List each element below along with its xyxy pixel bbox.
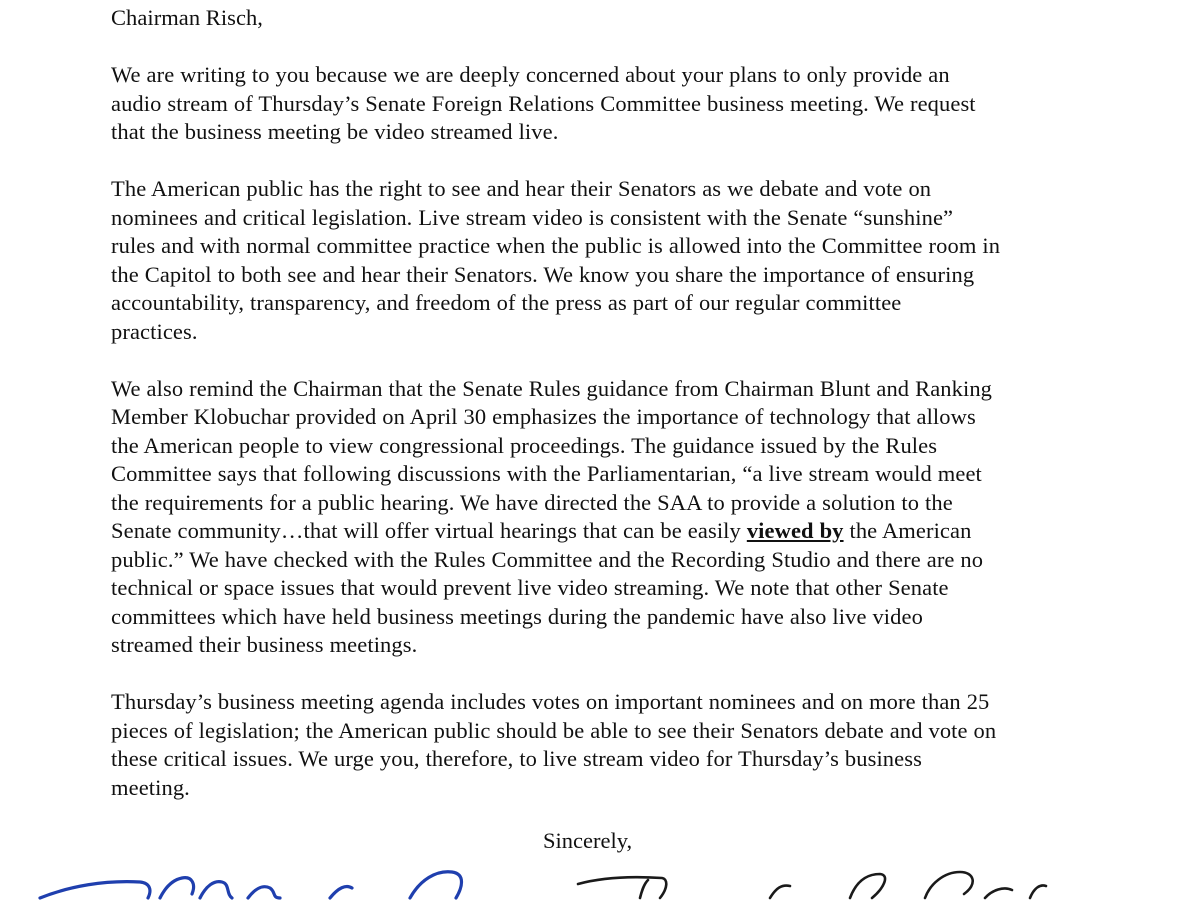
text-line: committees which have held business meetings during the pandemic have also live video <box>111 603 923 629</box>
signature-stroke <box>925 872 973 898</box>
text-fragment: Senate community…that will offer virtual hearings that can be easily <box>111 518 747 543</box>
paragraph-1 <box>111 61 1086 147</box>
signature-stroke <box>248 887 280 898</box>
paragraph-4 <box>111 688 1086 802</box>
signature-stroke <box>160 878 194 898</box>
signature-stroke <box>850 874 885 898</box>
text-line: We are writing to you because we are deeply concerned about your plans to only provide an <box>111 62 950 87</box>
signature-stroke <box>578 877 666 898</box>
signature-stroke <box>770 886 790 899</box>
salutation: Chairman Risch, <box>111 5 263 30</box>
text-line: technical or space issues that would prevent live video streaming. We note that other Senate <box>111 575 949 600</box>
signature-stroke <box>410 872 462 898</box>
closing: Sincerely, <box>543 828 633 853</box>
text-line: practices. <box>111 318 198 344</box>
text-line: rules and with normal committee practice when the public is allowed into the Committee room in <box>111 233 1001 258</box>
signature-stroke <box>1030 886 1046 899</box>
text-line: streamed their business meetings. <box>111 632 418 657</box>
letter-body <box>111 0 1086 802</box>
text-line: public.” We have checked with the Rules Committee and the Recording Studio and there are no <box>111 546 984 572</box>
text-line: that the business meeting be video streamed live. <box>111 119 559 144</box>
text-line: these critical issues. We urge you, therefore, to live stream video for Thursday’s business <box>111 746 922 771</box>
text-line: Member Klobuchar provided on April 30 emphasizes the importance of technology that allows <box>111 404 976 429</box>
text-line: the American people to view congressional proceedings. The guidance issued by the Rules <box>111 432 938 458</box>
signature-strokes <box>0 858 1200 900</box>
signature-stroke <box>200 882 232 898</box>
signature-stroke <box>40 882 150 898</box>
text-line <box>111 518 971 543</box>
signature-stroke <box>640 880 648 898</box>
paragraph-2 <box>111 175 1086 346</box>
text-line: audio stream of Thursday’s Senate Foreign Relations Committee business meeting. We request <box>111 90 976 116</box>
signature-stroke <box>330 886 352 898</box>
text-line: the Capitol to both see and hear their Senators. We know you share the importance of ensuring <box>111 261 975 287</box>
signature-block <box>0 858 1200 900</box>
text-line: The American public has the right to see and hear their Senators as we debate and vote on <box>111 176 932 201</box>
text-line: accountability, transparency, and freedom of the press as part of our regular committee <box>111 290 902 315</box>
text-line: Thursday’s business meeting agenda includes votes on important nominees and on more than 25 <box>111 689 990 714</box>
emphasized-phrase: viewed by <box>746 518 844 543</box>
text-line: We also remind the Chairman that the Senate Rules guidance from Chairman Blunt and Ranking <box>111 375 993 401</box>
signature-stroke <box>985 888 1012 898</box>
black-signature <box>578 872 1046 898</box>
text-line: Committee says that following discussions with the Parliamentarian, “a live stream would meet <box>111 461 982 486</box>
text-line: nominees and critical legislation. Live stream video is consistent with the Senate “sunshine” <box>111 204 954 230</box>
text-line: the requirements for a public hearing. We have directed the SAA to provide a solution to the <box>111 489 953 515</box>
text-line: meeting. <box>111 774 190 800</box>
blue-signature <box>40 872 462 898</box>
text-fragment: the American <box>843 518 972 543</box>
paragraph-3 <box>111 375 1086 660</box>
text-line: pieces of legislation; the American public should be able to see their Senators debate and vote on <box>111 717 997 743</box>
